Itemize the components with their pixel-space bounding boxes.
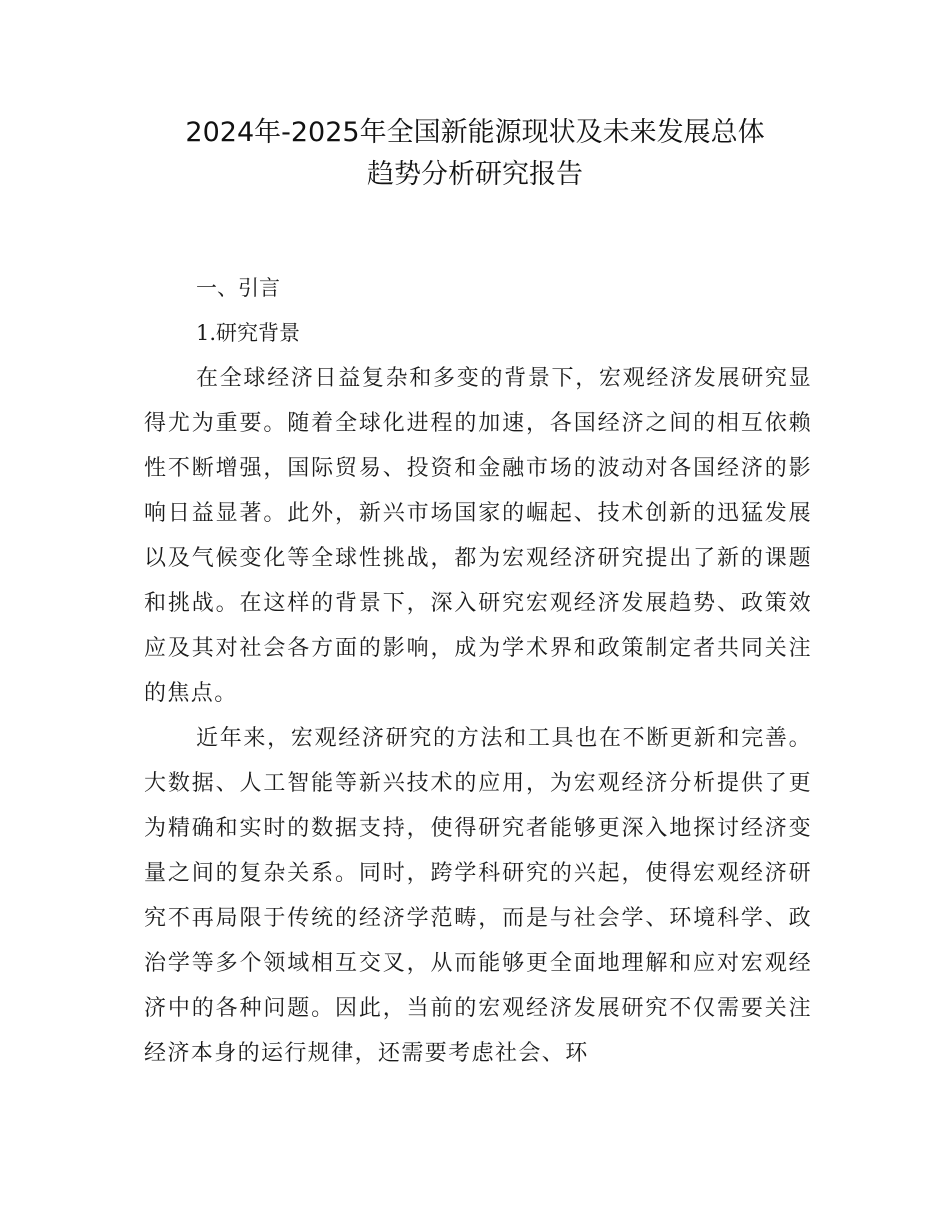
subsection-heading: 1.研究背景 bbox=[196, 321, 301, 345]
document-body bbox=[144, 266, 812, 1076]
title-line-1: 2024年-2025年全国新能源现状及未来发展总体 bbox=[185, 117, 765, 148]
title-line-2: 趋势分析研究报告 bbox=[367, 159, 583, 190]
document-title bbox=[100, 112, 850, 196]
paragraph-1: 在全球经济日益复杂和多变的背景下，宏观经济发展研究显得尤为重要。随着全球化进程的加速，各国经济之间的相互依赖性不断增强，国际贸易、投资和金融市场的波动对各国经济的影响日益显著。此外，新兴市场国家的崛起、技术创新的迅猛发展以及气候变化等全球性挑战，都为宏观经济研究提出了新的课题和挑战。在这样的背景下，深入研究宏观经济发展趋势、政策效应及其对社会各方面的影响，成为学术界和政策制定者共同关注的焦点。 bbox=[144, 366, 812, 706]
section-heading: 一、引言 bbox=[196, 276, 280, 300]
paragraph-2: 近年来，宏观经济研究的方法和工具也在不断更新和完善。大数据、人工智能等新兴技术的应用，为宏观经济分析提供了更为精确和实时的数据支持，使得研究者能够更深入地探讨经济变量之间的复杂关系。同时，跨学科研究的兴起，使得宏观经济研究不再局限于传统的经济学范畴，而是与社会学、环境科学、政治学等多个领域相互交叉，从而能够更全面地理解和应对宏观经济中的各种问题。因此，当前的宏观经济发展研究不仅需要关注经济本身的运行规律，还需要考虑社会、环 bbox=[144, 726, 812, 1066]
